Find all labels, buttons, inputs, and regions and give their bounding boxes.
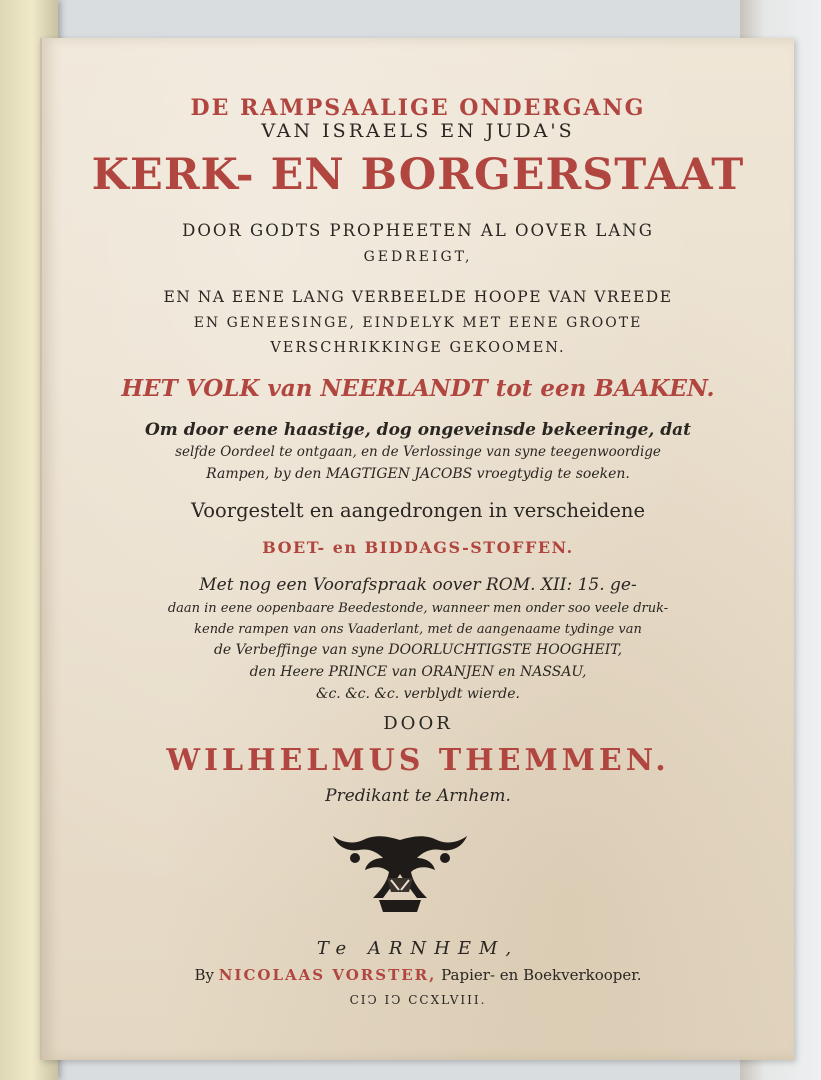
italic-line-4: Met nog een Voorafspraak oover ROM. XII: 15. ge- xyxy=(199,575,637,595)
publisher-name: NICOLAAS VORSTER, xyxy=(218,966,437,984)
body-line-voorgestelt: Voorgestelt en aangedrongen in verscheidene xyxy=(190,499,646,522)
subtitle-line-4: EN GENEESINGE, EINDELYK MET EENE GROOTE xyxy=(193,315,643,331)
italic-line-9: &c. &c. &c. verblydt wierde. xyxy=(315,686,521,702)
imprint-date: CIↃ IↃ CCXLVIII. xyxy=(349,993,487,1007)
title-page xyxy=(40,38,794,1060)
imprint-by: By xyxy=(194,966,214,984)
italic-line-2: selfde Oordeel te ontgaan, en de Verlossinge van syne teegenwoordige xyxy=(175,444,661,460)
italic-line-8: den Heere PRINCE van ORANJEN en NASSAU, xyxy=(249,664,587,680)
imprint-publisher xyxy=(42,966,794,984)
subtitle-line-1: DOOR GODTS PROPHEETEN AL OOVER LANG xyxy=(182,221,654,240)
italic-line-5: daan in eene oopenbaare Beedestonde, wanneer men onder soo veele druk- xyxy=(167,601,669,616)
italic-line-7: de Verbeffinge van syne DOORLUCHTIGSTE HOOGHEIT, xyxy=(213,642,623,658)
italic-line-1: Om door eene haastige, dog ongeveinsde bekeeringe, dat xyxy=(144,420,691,440)
door-label: DOOR xyxy=(383,713,453,734)
title-line-1: DE RAMPSAALIGE ONDERGANG xyxy=(190,95,646,121)
italic-line-6: kende rampen van ons Vaaderlant, met de aangenaame tydinge van xyxy=(194,622,642,637)
subtitle-line-5: VERSCHRIKKINGE GEKOOMEN. xyxy=(270,340,566,356)
title-line-2: VAN ISRAELS EN JUDA'S xyxy=(261,120,575,142)
author-role: Predikant te Arnhem. xyxy=(325,786,511,806)
author-name: WILHELMUS THEMMEN. xyxy=(166,743,670,778)
subtitle-line-3: EN NA EENE LANG VERBEELDE HOOPE VAN VREEDE xyxy=(163,288,673,306)
heading-het-volk: HET VOLK van NEERLANDT tot een BAAKEN. xyxy=(121,375,715,402)
main-title: KERK- EN BORGERSTAAT xyxy=(91,150,745,200)
publisher-trade: Papier- en Boekverkooper. xyxy=(441,966,642,984)
printer-ornament-icon xyxy=(325,828,475,918)
heading-boet-en-biddags: BOET- en BIDDAGS-STOFFEN. xyxy=(262,538,574,557)
italic-line-3: Rampen, by den MAGTIGEN JACOBS vroegtydig te soeken. xyxy=(206,466,630,482)
subtitle-line-2: GEDREIGT, xyxy=(363,249,473,265)
imprint-place: Te ARNHEM, xyxy=(316,938,520,959)
